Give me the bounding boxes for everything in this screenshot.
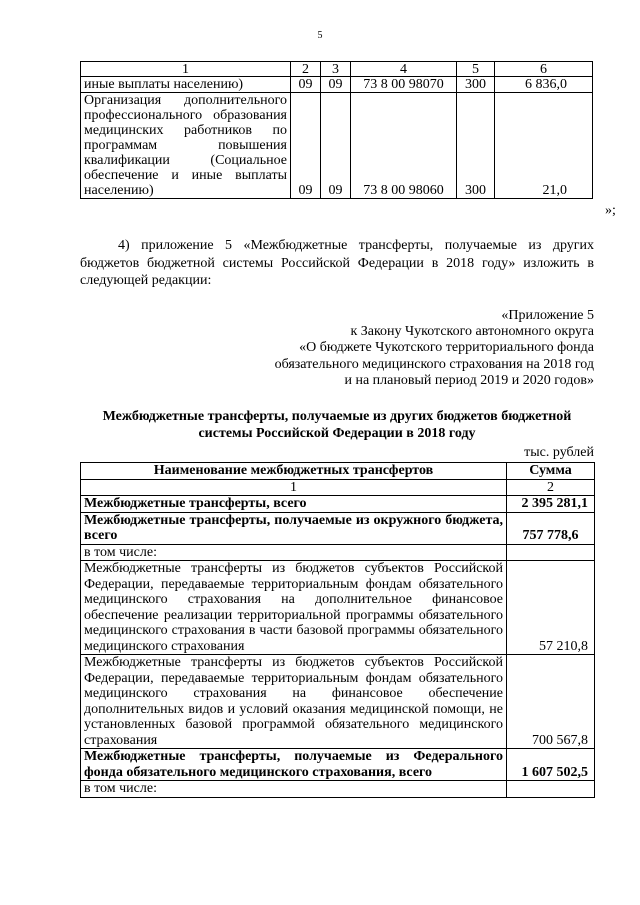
row-section-code: 09 (291, 93, 321, 199)
table-row (81, 561, 595, 655)
row-sum: 1 607 502,5 (507, 749, 595, 781)
column-number-4: 4 (351, 62, 457, 77)
document-title: Межбюджетные трансферты, получаемые из других бюджетов бюджетной системы Российской Федерации в 2018 году (102, 409, 572, 441)
row-sum (507, 544, 595, 561)
column-number-2: 2 (507, 479, 595, 496)
closing-quote-mark: »; (605, 203, 616, 218)
row-subsection-code: 09 (321, 77, 351, 93)
row-name: Межбюджетные трансферты из бюджетов субъектов Российской Федерации, передаваемые территориальным фондам обязательного медицинского страхования на финансовое обеспечение дополнительных видов и условий оказания медицинской помощи, не установленных базовой программой обязательного медицинского страхования (81, 655, 507, 749)
appendix-line: «Приложение 5 (501, 308, 594, 323)
appendix-line: и на плановый период 2019 и 2020 годов» (344, 372, 594, 388)
table-row (81, 655, 595, 749)
table-row (81, 93, 593, 199)
row-name: Межбюджетные трансферты, получаемые из Федерального фонда обязательного медицинского страхования, всего (81, 749, 507, 781)
expenditure-table-continuation (80, 61, 593, 199)
units-label: тыс. рублей (524, 445, 594, 460)
row-name: Межбюджетные трансферты, получаемые из окружного бюджета, всего (81, 512, 507, 544)
column-number-6: 6 (495, 62, 593, 77)
table-row (81, 749, 595, 781)
row-name: иные выплаты населению) (81, 77, 291, 93)
table-row (81, 544, 595, 561)
row-name: Межбюджетные трансферты, всего (81, 496, 507, 513)
row-sum: 2 395 281,1 (507, 496, 595, 513)
amendment-paragraph: 4) приложение 5 «Межбюджетные трансферты, получаемые из других бюджетов бюджетной системы Российской Федерации в 2018 году» изложить в следующей редакции: (80, 238, 594, 288)
row-name: в том числе: (81, 544, 507, 561)
row-amount: 6 836,0 (495, 77, 593, 93)
row-sum (507, 781, 595, 798)
appendix-line: к Закону Чукотского автономного округа (350, 324, 594, 340)
row-target-article: 73 8 00 98060 (351, 93, 457, 199)
row-sum: 700 567,8 (507, 655, 595, 749)
appendix-line: «О бюджете Чукотского территориального фонда (299, 340, 594, 356)
row-target-article: 73 8 00 98070 (351, 77, 457, 93)
table-row (81, 512, 595, 544)
transfers-table (80, 462, 595, 798)
table-row (81, 77, 593, 93)
row-subsection-code: 09 (321, 93, 351, 199)
table-header-row (81, 463, 595, 480)
row-name: Межбюджетные трансферты из бюджетов субъектов Российской Федерации, передаваемые территориальным фондам обязательного медицинского страхования на дополнительное финансовое обеспечение реализации территориальной программы обязательного медицинского страхования в части базовой программы обязательного медицинского страхования (81, 561, 507, 655)
row-sum: 757 778,6 (507, 512, 595, 544)
column-numbers-row (81, 479, 595, 496)
header-name: Наименование межбюджетных трансфертов (81, 463, 507, 480)
table-row (81, 781, 595, 798)
column-number-2: 2 (291, 62, 321, 77)
table-header-row (81, 62, 593, 77)
column-number-1: 1 (81, 479, 507, 496)
appendix-line: обязательного медицинского страхования на 2018 год (274, 356, 594, 372)
row-sum: 57 210,8 (507, 561, 595, 655)
column-number-5: 5 (457, 62, 495, 77)
row-name: в том числе: (81, 781, 507, 798)
page-number: 5 (317, 30, 323, 41)
header-sum: Сумма (507, 463, 595, 480)
row-expense-type: 300 (457, 93, 495, 199)
row-section-code: 09 (291, 77, 321, 93)
table-row (81, 496, 595, 513)
row-expense-type: 300 (457, 77, 495, 93)
column-number-3: 3 (321, 62, 351, 77)
appendix-header (275, 308, 594, 389)
row-amount: 21,0 (495, 93, 593, 199)
column-number-1: 1 (81, 62, 291, 77)
row-name: Организация дополнительного профессионального образования медицинских работников по программам повышения квалификации (Социальное обеспечение и иные выплаты населению) (81, 93, 291, 199)
